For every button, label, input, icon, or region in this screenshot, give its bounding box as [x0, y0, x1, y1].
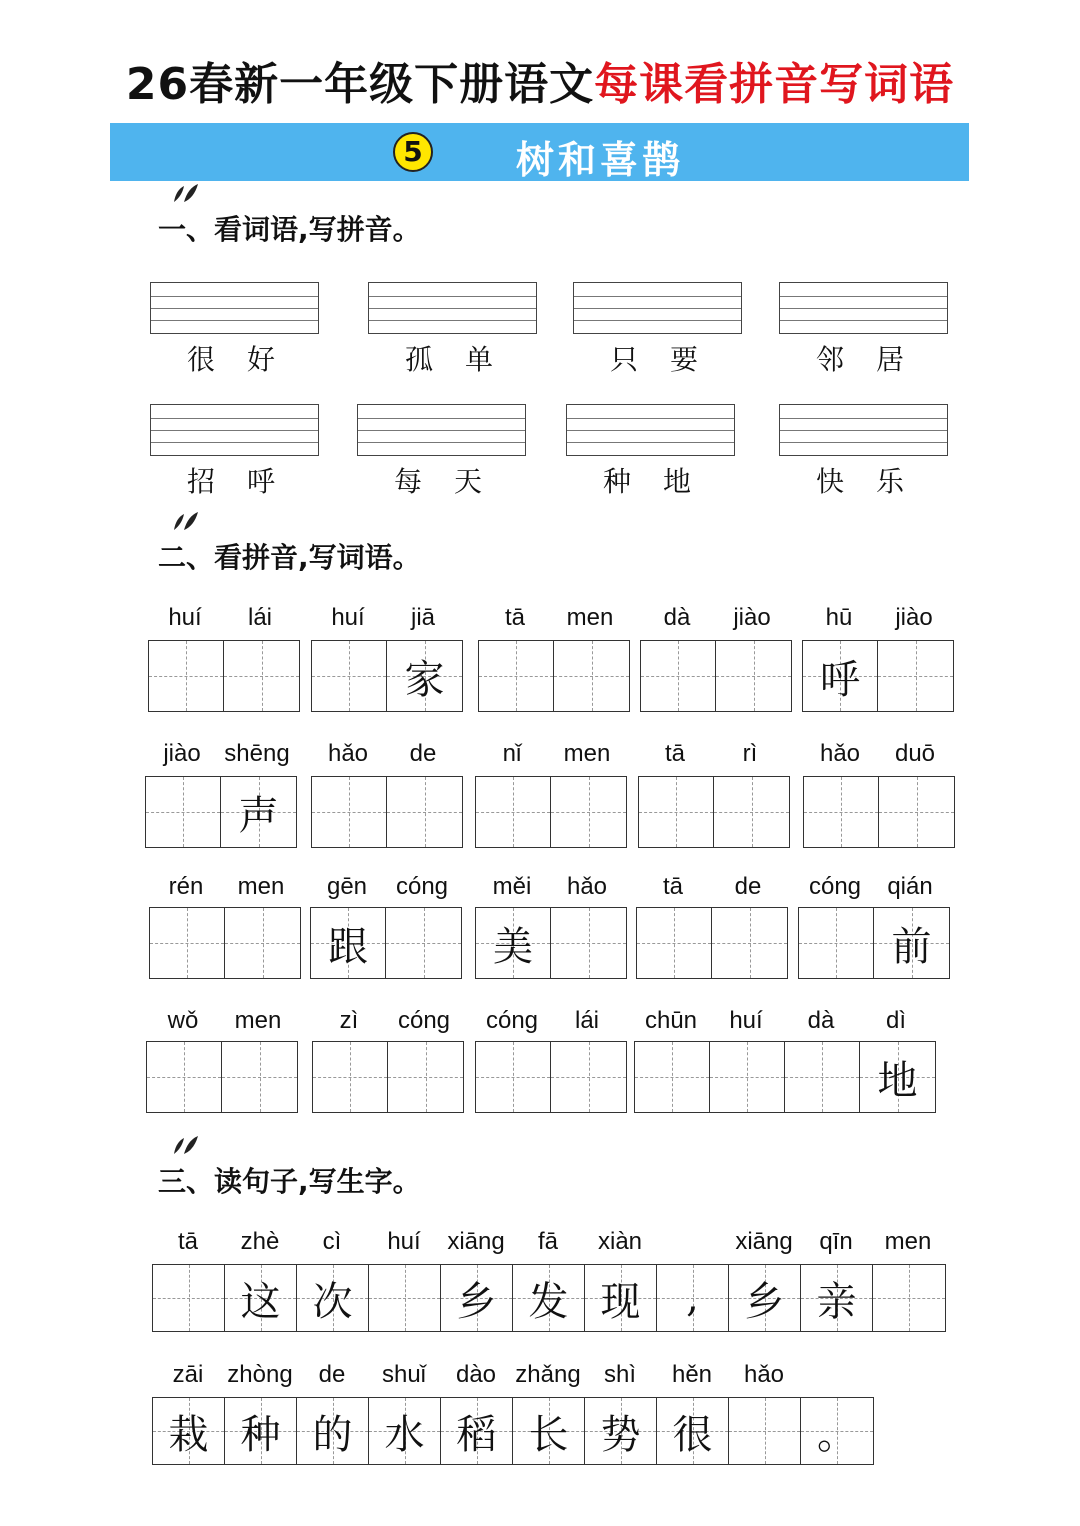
given-character [879, 777, 954, 847]
pinyin-syllable: hǎo [327, 740, 369, 767]
pinyin-syllable: tā [664, 740, 686, 767]
pinyin-syllable: zì [339, 1007, 359, 1034]
pinyin-syllable: hǎo [566, 873, 608, 900]
pinyin-write-box[interactable] [150, 282, 319, 334]
pinyin-syllable: hū [825, 604, 853, 631]
given-character [149, 641, 223, 711]
writing-cell[interactable] [150, 908, 225, 978]
writing-cell[interactable] [873, 1265, 945, 1331]
word-label: 很 好 [186, 343, 275, 376]
pinyin-syllable: zhǎng [515, 1361, 581, 1388]
lesson-number-badge: 5 [393, 132, 433, 172]
given-character [799, 908, 873, 978]
leaf-icon [170, 1134, 200, 1156]
word-label: 快 乐 [815, 465, 904, 498]
writing-cell[interactable] [551, 1042, 626, 1112]
character-grid [146, 1041, 298, 1113]
pinyin-syllable: jiā [410, 604, 436, 631]
writing-cell[interactable] [476, 777, 551, 847]
given-character: 的 [312, 1411, 353, 1458]
given-character: 稻 [456, 1411, 497, 1458]
given-character: 很 [672, 1411, 713, 1458]
word-label: 每 天 [393, 465, 482, 498]
writing-cell[interactable] [641, 641, 716, 711]
pinyin-syllable: huí [387, 1228, 421, 1255]
given-character: 呼 [820, 656, 860, 703]
pinyin-syllable: cì [322, 1228, 342, 1255]
writing-cell[interactable] [801, 1265, 873, 1331]
pinyin-write-box[interactable] [357, 404, 526, 456]
given-character: 种 [240, 1411, 281, 1458]
pinyin-syllable: hǎo [743, 1361, 785, 1388]
given-character [873, 1265, 945, 1331]
given-character [551, 1042, 626, 1112]
pinyin-syllable: xiāng [735, 1228, 793, 1255]
pinyin-syllable: huí [168, 604, 202, 631]
writing-cell[interactable] [153, 1398, 225, 1464]
writing-cell[interactable] [386, 908, 461, 978]
given-character: 栽 [168, 1411, 209, 1458]
pinyin-write-box[interactable] [779, 282, 948, 334]
pinyin-syllable: dào [455, 1361, 497, 1388]
given-character [225, 908, 300, 978]
pinyin-write-box[interactable] [566, 404, 735, 456]
character-grid [149, 907, 301, 979]
pinyin-syllable: lái [247, 604, 273, 631]
character-grid [798, 907, 950, 979]
given-character: , [686, 1275, 699, 1321]
pinyin-syllable: dà [663, 604, 691, 631]
given-character [641, 641, 715, 711]
writing-cell[interactable] [479, 641, 554, 711]
pinyin-syllable: fā [537, 1228, 559, 1255]
pinyin-syllable: dì [885, 1007, 907, 1034]
pinyin-syllable: de [734, 873, 762, 900]
word-label: 只 要 [609, 343, 698, 376]
writing-cell[interactable] [388, 1042, 463, 1112]
character-grid [640, 640, 792, 712]
writing-cell[interactable] [153, 1265, 225, 1331]
section2-heading-text: 二、看拼音,写词语。 [158, 541, 421, 574]
character-grid [311, 640, 463, 712]
given-character: 乡 [456, 1278, 497, 1325]
writing-cell[interactable] [476, 908, 551, 978]
writing-cell[interactable] [551, 908, 626, 978]
given-character [388, 1042, 463, 1112]
given-character: 现 [600, 1278, 641, 1325]
writing-cell[interactable] [476, 1042, 551, 1112]
given-character [313, 1042, 387, 1112]
pinyin-syllable: xiāng [447, 1228, 505, 1255]
pinyin-syllable: měi [492, 873, 532, 900]
character-grid [802, 640, 954, 712]
given-character [635, 1042, 709, 1112]
pinyin-syllable: dà [807, 1007, 835, 1034]
given-character: 地 [877, 1057, 918, 1104]
given-character: 声 [238, 792, 279, 839]
pinyin-syllable: duō [894, 740, 936, 767]
writing-cell[interactable] [657, 1265, 729, 1331]
given-character [147, 1042, 221, 1112]
writing-cell[interactable] [585, 1398, 657, 1464]
character-grid [475, 907, 627, 979]
pinyin-write-box[interactable] [779, 404, 948, 456]
writing-cell[interactable] [312, 777, 387, 847]
pinyin-write-box[interactable] [573, 282, 742, 334]
pinyin-syllable: men [563, 740, 611, 767]
character-grid [148, 640, 300, 712]
page-title [0, 48, 1080, 112]
given-character: 次 [312, 1278, 353, 1325]
writing-cell[interactable] [224, 641, 299, 711]
pinyin-syllable: huí [331, 604, 365, 631]
writing-cell[interactable] [513, 1398, 585, 1464]
character-grid [475, 776, 627, 848]
writing-cell[interactable] [585, 1265, 657, 1331]
pinyin-syllable: rì [742, 740, 758, 767]
pinyin-syllable: tā [662, 873, 684, 900]
writing-cell[interactable] [369, 1265, 441, 1331]
writing-cell[interactable] [712, 908, 787, 978]
character-grid [636, 907, 788, 979]
writing-cell[interactable] [635, 1042, 710, 1112]
character-grid [475, 1041, 627, 1113]
given-character [387, 777, 462, 847]
writing-cell[interactable] [441, 1398, 513, 1464]
pinyin-write-box[interactable] [150, 404, 319, 456]
given-character [639, 777, 713, 847]
pinyin-syllable: qīn [819, 1228, 853, 1255]
pinyin-syllable: shuǐ [381, 1361, 427, 1388]
writing-cell[interactable] [387, 641, 462, 711]
given-character [476, 1042, 550, 1112]
writing-cell[interactable] [221, 777, 296, 847]
given-character: 前 [891, 923, 932, 970]
pinyin-syllable: zhè [240, 1228, 280, 1255]
given-character: 发 [528, 1278, 569, 1325]
given-character: 长 [528, 1411, 569, 1458]
writing-cell[interactable] [799, 908, 874, 978]
word-label: 邻 居 [815, 343, 904, 376]
writing-cell[interactable] [146, 777, 221, 847]
given-character [554, 641, 629, 711]
sentence-grid [152, 1264, 946, 1332]
writing-cell[interactable] [147, 1042, 222, 1112]
given-character [551, 777, 626, 847]
pinyin-syllable: shēng [224, 740, 290, 767]
section1-heading [158, 208, 421, 248]
pinyin-syllable: de [409, 740, 437, 767]
given-character [386, 908, 461, 978]
pinyin-syllable: hǎo [819, 740, 861, 767]
section3-heading [158, 1160, 421, 1200]
writing-cell[interactable] [785, 1042, 860, 1112]
given-character [551, 908, 626, 978]
given-character: 美 [493, 923, 533, 970]
writing-cell[interactable] [225, 1265, 297, 1331]
given-character: 水 [384, 1411, 425, 1458]
pinyin-syllable: zhòng [227, 1361, 293, 1388]
given-character: 乡 [744, 1278, 785, 1325]
writing-cell[interactable] [387, 777, 462, 847]
character-grid [312, 1041, 464, 1113]
pinyin-syllable: rén [168, 873, 204, 900]
writing-cell[interactable] [441, 1265, 513, 1331]
pinyin-syllable: xiàn [597, 1228, 643, 1255]
character-grid [638, 776, 790, 848]
word-label: 种 地 [602, 465, 691, 498]
writing-cell[interactable] [149, 641, 224, 711]
writing-cell[interactable] [801, 1398, 873, 1464]
pinyin-syllable: qián [887, 873, 933, 900]
writing-cell[interactable] [878, 641, 953, 711]
given-character [146, 777, 220, 847]
writing-cell[interactable] [860, 1042, 935, 1112]
given-character [312, 777, 386, 847]
section1-heading-text: 一、看词语,写拼音。 [158, 213, 421, 246]
pinyin-syllable: hěn [671, 1361, 713, 1388]
leaf-icon [170, 510, 200, 532]
lesson-banner [110, 123, 969, 181]
pinyin-syllable: chūn [644, 1007, 698, 1034]
writing-cell[interactable] [657, 1398, 729, 1464]
given-character: 这 [240, 1278, 281, 1325]
pinyin-syllable: cóng [397, 1007, 451, 1034]
pinyin-syllable: tā [504, 604, 526, 631]
given-character: 势 [600, 1411, 641, 1458]
title-red: 每课看拼音写词语 [594, 59, 955, 110]
given-character [479, 641, 553, 711]
pinyin-syllable: cóng [395, 873, 449, 900]
pinyin-syllable: huí [729, 1007, 763, 1034]
given-character [150, 908, 224, 978]
given-character: 亲 [816, 1278, 857, 1325]
lesson-title: 树和喜鹊 [516, 138, 685, 182]
writing-cell[interactable] [874, 908, 949, 978]
character-grid [478, 640, 630, 712]
writing-cell[interactable] [513, 1265, 585, 1331]
given-character [369, 1265, 440, 1331]
pinyin-syllable: de [318, 1361, 346, 1388]
word-label: 孤 单 [404, 343, 493, 376]
pinyin-syllable: gēn [326, 873, 368, 900]
given-character [476, 777, 550, 847]
pinyin-syllable: men [237, 873, 285, 900]
pinyin-syllable: men [234, 1007, 282, 1034]
character-grid [803, 776, 955, 848]
section3-heading-text: 三、读句子,写生字。 [158, 1165, 421, 1198]
writing-cell[interactable] [803, 641, 878, 711]
given-character: 。 [817, 1411, 857, 1458]
given-character [710, 1042, 784, 1112]
given-character: 跟 [328, 923, 368, 970]
section2-heading [158, 536, 421, 576]
writing-cell[interactable] [729, 1265, 801, 1331]
writing-cell[interactable] [369, 1398, 441, 1464]
pinyin-syllable: cóng [485, 1007, 539, 1034]
writing-cell[interactable] [804, 777, 879, 847]
word-label: 招 呼 [186, 465, 275, 498]
given-character [785, 1042, 859, 1112]
pinyin-syllable: jiào [733, 604, 771, 631]
given-character [224, 641, 299, 711]
writing-cell[interactable] [554, 641, 629, 711]
given-character [729, 1398, 800, 1464]
writing-cell[interactable] [225, 908, 300, 978]
writing-cell[interactable] [639, 777, 714, 847]
writing-cell[interactable] [637, 908, 712, 978]
title-black: 26春新一年级下册语文 [125, 59, 595, 110]
writing-cell[interactable] [551, 777, 626, 847]
pinyin-syllable: wǒ [167, 1007, 199, 1034]
given-character [312, 641, 386, 711]
given-character [222, 1042, 297, 1112]
pinyin-syllable: men [884, 1228, 932, 1255]
writing-cell[interactable] [222, 1042, 297, 1112]
writing-cell[interactable] [710, 1042, 785, 1112]
given-character [878, 641, 953, 711]
writing-cell[interactable] [312, 641, 387, 711]
character-grid [310, 907, 462, 979]
leaf-icon [170, 182, 200, 204]
pinyin-syllable: cóng [808, 873, 862, 900]
pinyin-write-box[interactable] [368, 282, 537, 334]
pinyin-syllable: men [566, 604, 614, 631]
pinyin-syllable: jiào [163, 740, 201, 767]
pinyin-syllable: lái [574, 1007, 600, 1034]
given-character: 家 [404, 656, 445, 703]
writing-cell[interactable] [297, 1398, 369, 1464]
character-grid [145, 776, 297, 848]
writing-cell[interactable] [297, 1265, 369, 1331]
writing-cell[interactable] [729, 1398, 801, 1464]
given-character [712, 908, 787, 978]
pinyin-syllable: jiào [895, 604, 933, 631]
given-character [153, 1265, 224, 1331]
character-grid [311, 776, 463, 848]
pinyin-syllable: shì [603, 1361, 637, 1388]
writing-cell[interactable] [714, 777, 789, 847]
given-character [804, 777, 878, 847]
writing-cell[interactable] [879, 777, 954, 847]
writing-cell[interactable] [311, 908, 386, 978]
given-character [714, 777, 789, 847]
writing-cell[interactable] [716, 641, 791, 711]
writing-cell[interactable] [313, 1042, 388, 1112]
character-grid [634, 1041, 936, 1113]
pinyin-syllable: nǐ [502, 740, 522, 767]
given-character [716, 641, 791, 711]
pinyin-syllable: zāi [172, 1361, 204, 1388]
given-character [637, 908, 711, 978]
pinyin-syllable: tā [177, 1228, 199, 1255]
writing-cell[interactable] [225, 1398, 297, 1464]
sentence-grid [152, 1397, 874, 1465]
